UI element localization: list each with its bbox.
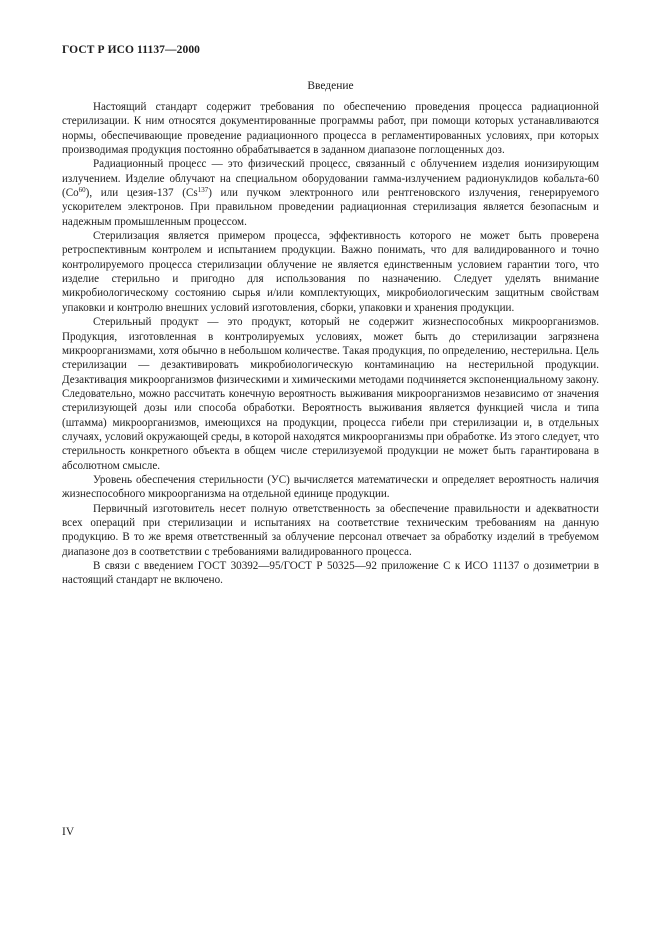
paragraph-dosimetry: В связи с введением ГОСТ 30392—95/ГОСТ Р 50325—92 приложение С к ИСО 11137 о дозиметрии в настоящий стандарт не включено. (62, 560, 599, 587)
radiation-text-part-3: ) или пучком электронного или рентгеновского излучения, генерируемого ускорителем электронов. При правильном проведении радиационная стерилизация является безопасным и надежным промышленным процессом. (62, 187, 599, 228)
paragraph-sterilization: Стерилизация является примером процесса, эффективность которого не может быть проверена ретроспективным контролем и испытанием продукции. Важно понимать, что для валидированного и точно контролируемого процесса стерилизации облучение не является единственным условием гарантии того, что изделие стерильно и пригодно для использования по назначению. Следует уделять внимание микробиологическому состоянию сырья и/или комплектующих, микробиологическим защитным свойствам упаковки и контролю внешних условий изготовления, сборки, упаковки и хранения продукции. (62, 230, 599, 314)
page-number: IV (62, 826, 75, 838)
standard-header: ГОСТ Р ИСО 11137—2000 (62, 44, 201, 56)
cobalt-isotope-superscript: 60 (78, 186, 86, 195)
paragraph-manufacturer: Первичный изготовитель несет полную ответственность за обеспечение правильности и адекватности всех операций при стерилизации и испытаниях на соответствие техническим требованиям на данную продукцию. В то же время ответственный за облучение персонал отвечает за обработку изделий в требуемом диапазоне доз в соответствии с требованиями валидированного процесса. (62, 502, 599, 558)
paragraph-intro: Настоящий стандарт содержит требования по обеспечению проведения процесса радиационной стерилизации. К ним относятся документированные программы работ, при помощи которых устанавливаются нормы, обеспечивающие проведение радиационного процесса в регламентированных условиях, при которых производимая продукция постоянно обрабатывается в заданном диапазоне поглощенных доз. (62, 101, 599, 157)
paragraph-radiation-process (62, 157, 599, 229)
body-text (62, 100, 599, 588)
cesium-isotope-superscript: 137 (197, 186, 209, 195)
section-title: Введение (307, 80, 354, 92)
radiation-text-part-2: ), или цезия-137 (Cs (85, 187, 198, 200)
radiation-text-part-1: Радиационный процесс — это физический процесс, связанный с облучением изделия ионизирующим излучением. Изделие облучают на специальном оборудовании гамма-излучением радионуклидов кобальта-60 (Co (62, 158, 599, 200)
paragraph-sterility-assurance: Уровень обеспечения стерильности (УС) вычисляется математически и определяет вероятность наличия жизнеспособного микроорганизма на отдельной единице продукции. (62, 473, 599, 501)
paragraph-sterile-product: Стерильный продукт — это продукт, который не содержит жизнеспособных микроорганизмов. Продукция, изготовленная в контролируемых условиях, может быть до стерилизации загрязнена микроорганизмами, хотя обычно в небольшом количестве. Такая продукция, по определению, нестерильна. Цель стерилизации — дезактивировать микробиологическую контаминацию на нестерильной продукции. Дезактивация микроорганизмов физическими и химическими методами подчиняется экспоненциальному закону. Следовательно, можно рассчитать конечную вероятность выживания микроорганизмов независимо от значения стерилизующей дозы или способа обработки. Вероятность выживания является функцией числа и типа (штамма) микроорганизмов, имеющихся на продукции, процесса гибели при стерилизации и, в отдельных случаях, условий окружающей среды, в которой находятся микроорганизмы при обработке. Из этого следует, что стерильность конкретного объекта в общем числе стерилизуемой продукции не может быть гарантирована в абсолютном смысле. (62, 316, 599, 472)
